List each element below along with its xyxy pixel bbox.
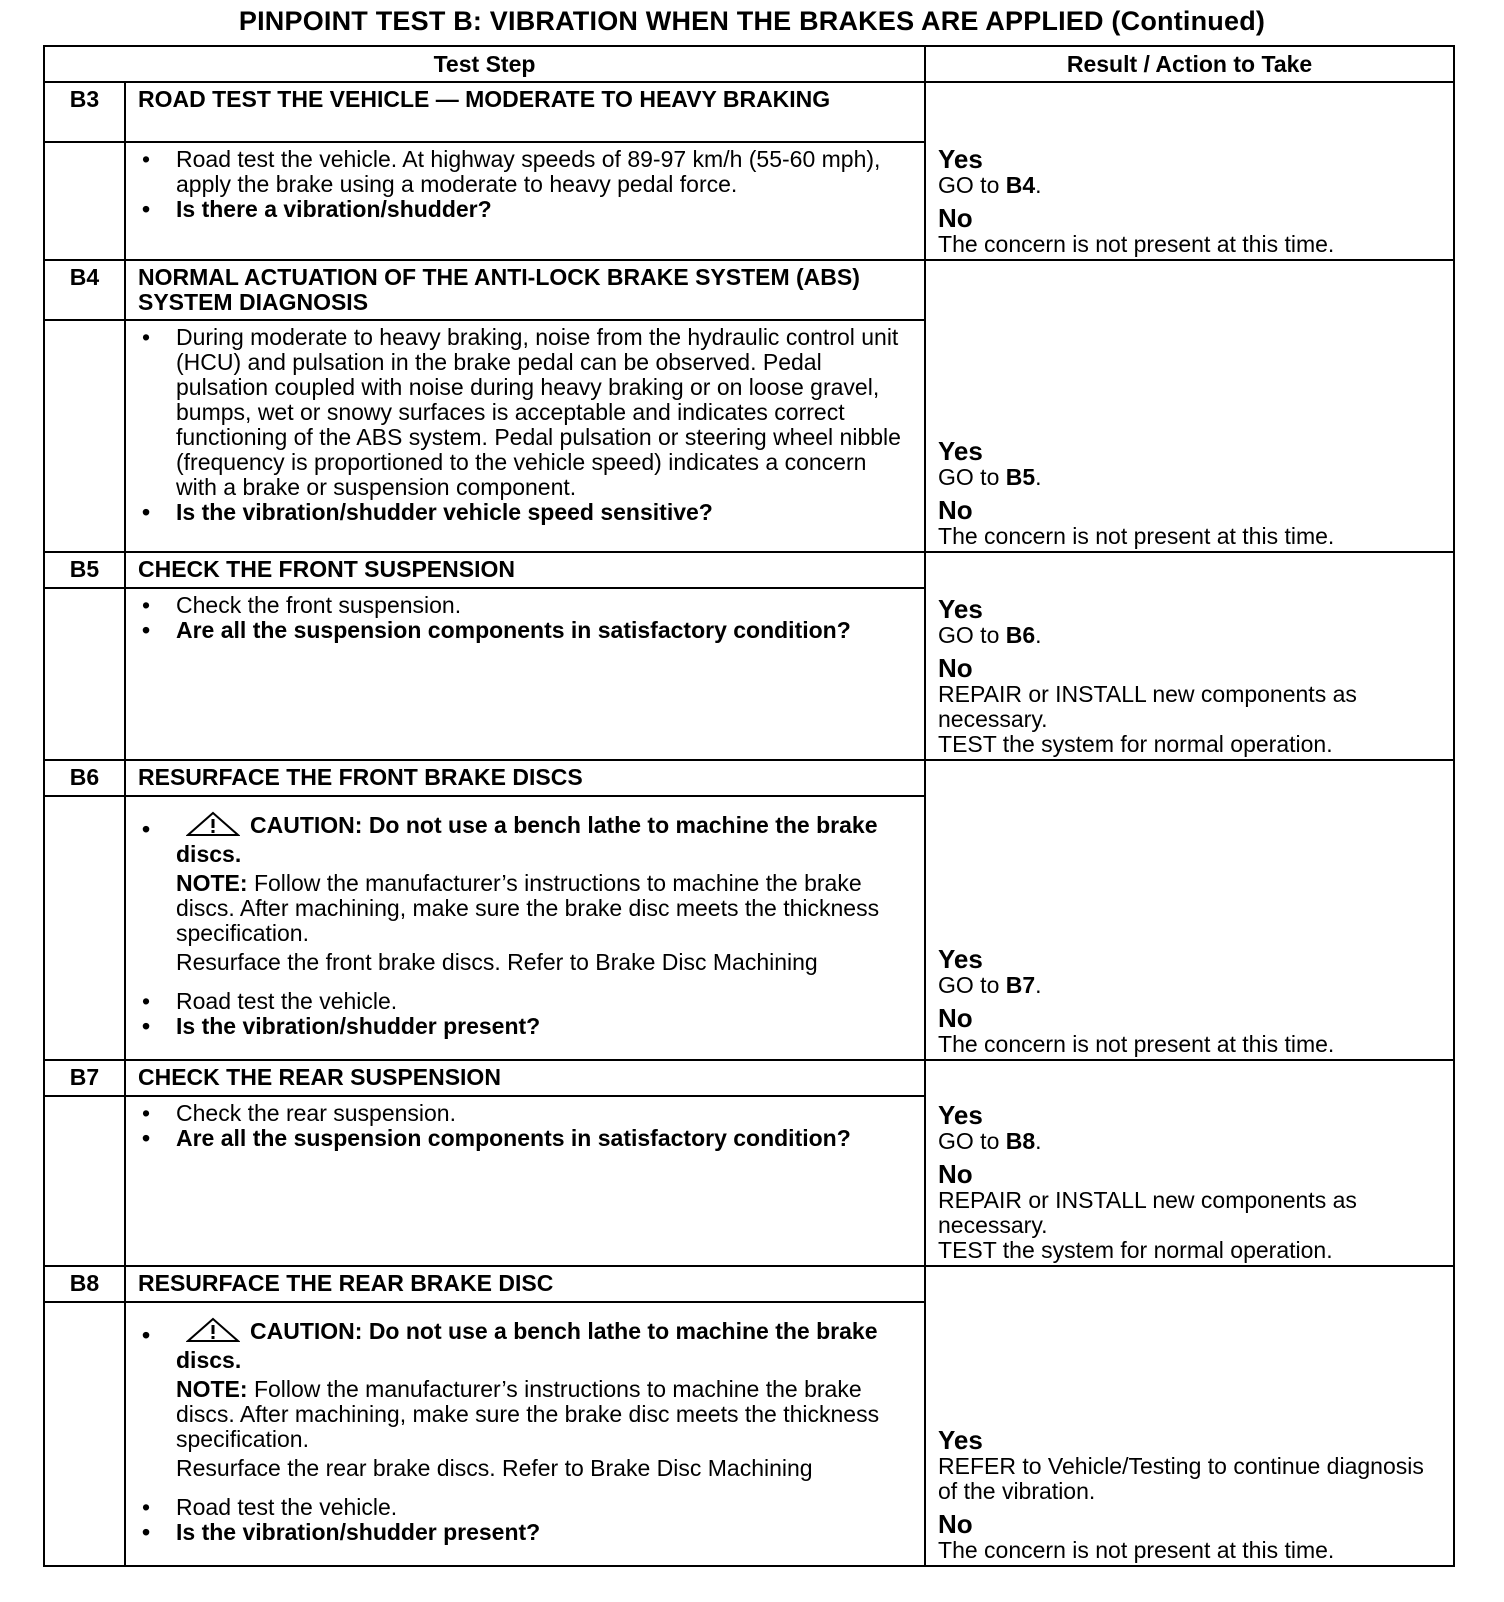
step-result bbox=[925, 260, 1454, 552]
step-id: B4 bbox=[44, 260, 125, 320]
yes-label: Yes bbox=[938, 436, 983, 466]
note-text: NOTE: Follow the manufacturer’s instructions to machine the brake discs. After machining, make sure the brake disc meets the thickness specification. bbox=[176, 870, 880, 946]
yes-label: Yes bbox=[938, 594, 983, 624]
step-b6-heading-row bbox=[44, 760, 1454, 796]
no-action: The concern is not present at this time. bbox=[938, 1031, 1335, 1057]
step-body bbox=[125, 796, 925, 1060]
list-item: • Check the front suspension. bbox=[142, 592, 462, 618]
step-result bbox=[925, 552, 1454, 760]
note-text: NOTE: Follow the manufacturer’s instructions to machine the brake discs. After machining, make sure the brake disc meets the thickness specification. bbox=[176, 1376, 880, 1452]
yes-label: Yes bbox=[938, 1425, 983, 1455]
step-heading: RESURFACE THE REAR BRAKE DISC bbox=[125, 1266, 925, 1302]
list-item: • Road test the vehicle. bbox=[142, 988, 398, 1014]
step-id: B7 bbox=[44, 1060, 125, 1096]
no-action: The concern is not present at this time. bbox=[938, 231, 1335, 257]
step-question: • Are all the suspension components in satisfactory condition? bbox=[142, 617, 851, 643]
yes-action: GO to B8. bbox=[938, 1128, 1042, 1154]
step-question: • Is the vibration/shudder vehicle speed sensitive? bbox=[142, 499, 713, 525]
no-label: No bbox=[938, 1003, 973, 1033]
step-heading: CHECK THE FRONT SUSPENSION bbox=[125, 552, 925, 588]
yes-action: REFER to Vehicle/Testing to continue diagnosis of the vibration. bbox=[938, 1453, 1424, 1504]
step-body bbox=[125, 142, 925, 260]
step-body bbox=[125, 1302, 925, 1566]
list-item: • Road test the vehicle. At highway speeds of 89-97 km/h (55-60 mph), apply the brake using a moderate to heavy pedal force. bbox=[142, 146, 881, 197]
step-id: B8 bbox=[44, 1266, 125, 1302]
step-heading: CHECK THE REAR SUSPENSION bbox=[125, 1060, 925, 1096]
step-heading: ROAD TEST THE VEHICLE — MODERATE TO HEAVY BRAKING bbox=[125, 82, 925, 142]
warning-triangle-icon bbox=[186, 811, 240, 842]
no-action: REPAIR or INSTALL new components as necessary. bbox=[938, 681, 1357, 732]
yes-action: GO to B6. bbox=[938, 622, 1042, 648]
step-id: B5 bbox=[44, 552, 125, 588]
no-label: No bbox=[938, 203, 973, 233]
no-action-test: TEST the system for normal operation. bbox=[938, 1237, 1333, 1263]
step-question: • Is the vibration/shudder present? bbox=[142, 1013, 541, 1039]
list-item: • Check the rear suspension. bbox=[142, 1100, 456, 1126]
step-body bbox=[125, 1096, 925, 1266]
caution-note: • CAUTION: Do not use a bench lathe to machine the brake discs. bbox=[142, 1318, 878, 1373]
step-b3-heading-row bbox=[44, 82, 1454, 142]
no-label: No bbox=[938, 653, 973, 683]
step-b7-heading-row bbox=[44, 1060, 1454, 1096]
column-header-test-step: Test Step bbox=[44, 46, 925, 82]
resurface-instruction: Resurface the rear brake discs. Refer to Brake Disc Machining bbox=[176, 1455, 813, 1481]
page-title: PINPOINT TEST B: VIBRATION WHEN THE BRAKES ARE APPLIED (Continued) bbox=[238, 6, 1266, 36]
step-b5-heading-row bbox=[44, 552, 1454, 588]
no-action-test: TEST the system for normal operation. bbox=[938, 731, 1333, 757]
yes-action: GO to B7. bbox=[938, 972, 1042, 998]
list-item: • During moderate to heavy braking, noise from the hydraulic control unit (HCU) and pulsation in the brake pedal can be observed. Pedal pulsation coupled with noise during heavy braking or on loose gravel, bumps, wet or snowy surfaces is acceptable and indicates correct functioning of the ABS system. Pedal pulsation or steering wheel nibble (frequency is proportioned to the vehicle speed) indicates a concern with a brake or suspension component. bbox=[142, 324, 901, 500]
no-label: No bbox=[938, 495, 973, 525]
step-result bbox=[925, 760, 1454, 1060]
yes-action: GO to B4. bbox=[938, 172, 1042, 198]
no-action: The concern is not present at this time. bbox=[938, 523, 1335, 549]
yes-action: GO to B5. bbox=[938, 464, 1042, 490]
step-b8-heading-row bbox=[44, 1266, 1454, 1302]
step-body bbox=[125, 588, 925, 760]
yes-label: Yes bbox=[938, 944, 983, 974]
step-question: • Is the vibration/shudder present? bbox=[142, 1519, 541, 1545]
yes-label: Yes bbox=[938, 1100, 983, 1130]
step-id: B3 bbox=[44, 82, 125, 142]
column-header-result: Result / Action to Take bbox=[925, 46, 1454, 82]
step-body bbox=[125, 320, 925, 552]
step-b4-heading-row bbox=[44, 260, 1454, 320]
list-item: • Road test the vehicle. bbox=[142, 1494, 398, 1520]
step-heading: NORMAL ACTUATION OF THE ANTI-LOCK BRAKE SYSTEM (ABS) SYSTEM DIAGNOSIS bbox=[125, 260, 925, 320]
warning-triangle-icon bbox=[186, 1317, 240, 1348]
no-action: The concern is not present at this time. bbox=[938, 1537, 1335, 1563]
no-label: No bbox=[938, 1509, 973, 1539]
no-label: No bbox=[938, 1159, 973, 1189]
pinpoint-test-table bbox=[43, 45, 1455, 1567]
caution-note: • CAUTION: Do not use a bench lathe to machine the brake discs. bbox=[142, 812, 878, 867]
step-result bbox=[925, 1060, 1454, 1266]
step-question: • Is there a vibration/shudder? bbox=[142, 196, 492, 222]
step-result bbox=[925, 82, 1454, 260]
step-id: B6 bbox=[44, 760, 125, 796]
resurface-instruction: Resurface the front brake discs. Refer to Brake Disc Machining bbox=[176, 949, 818, 975]
yes-label: Yes bbox=[938, 144, 983, 174]
step-result bbox=[925, 1266, 1454, 1566]
no-action: REPAIR or INSTALL new components as necessary. bbox=[938, 1187, 1357, 1238]
table-header-row bbox=[44, 46, 1454, 82]
step-question: • Are all the suspension components in satisfactory condition? bbox=[142, 1125, 851, 1151]
step-heading: RESURFACE THE FRONT BRAKE DISCS bbox=[125, 760, 925, 796]
